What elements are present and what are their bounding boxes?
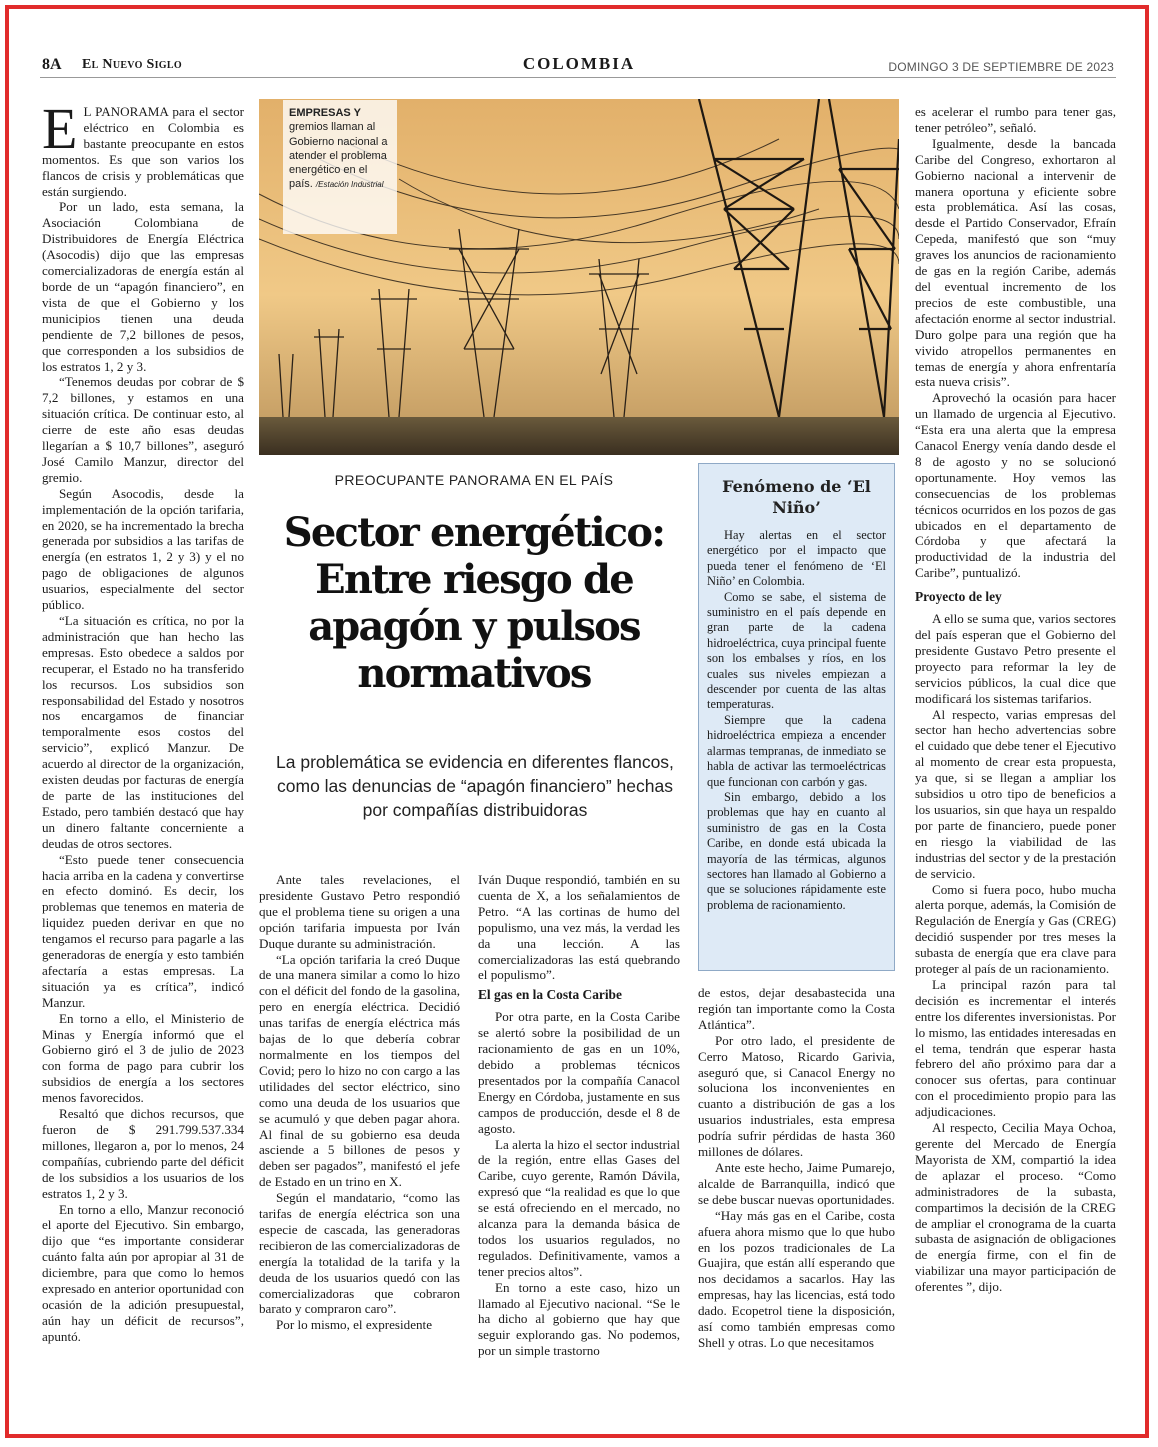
paragraph: Aprovechó la ocasión para hacer un llamado de urgencia al Ejecutivo. “Esta era una alerta que la empresa Canacol Energy venía dando desde el 8 de agosto y no se solucionó oportunamente. Hoy vemos las consecuencias de los problemas técnicos ocurridos en los pozos de gas ubicados en el departamento de Córdoba y que afectará la productividad de la industria del Caribe”, puntualizó. bbox=[915, 390, 1116, 581]
paragraph: Como si fuera poco, hubo mucha alerta porque, además, la Comisión de Regulación de Energía y Gas (CREG) decidió suspender por tres meses la subasta de energía que era clave para proteger al país de un racionamiento. bbox=[915, 881, 1116, 977]
paragraph: Igualmente, desde la bancada Caribe del Congreso, exhortaron al Gobierno nacional a intervenir de manera oportuna y eficiente sobre esta problemática. Así las cosas, desde el Partido Conservador, Efraín Cepeda, manifestó que son “muy graves los anuncios de racionamiento de gas en la región Caribe, además del eventual incremento de los precios de este combustible, una afectación enorme al sector industrial. Duro golpe para una región que ha vivido atropellos permanentes en temas de energía y ahora enfrentaría esta nueva crisis”. bbox=[915, 135, 1116, 390]
article-kicker: PREOCUPANTE PANORAMA EN EL PAÍS bbox=[334, 472, 614, 488]
paragraph: Al respecto, Cecilia Maya Ochoa, gerente del Mercado de Energía Mayorista de XM, compartió la idea de aplazar el proceso. “Como administradores de la subasta, compartimos la decisión de la CREG de ampliar el cronograma de la cuarta subasta de asignación de obligaciones de energía firme, con el fin de viabilizar una mayor participación de oferentes ”, dijo. bbox=[915, 1120, 1116, 1295]
paragraph: Iván Duque respondió, también en su cuenta de X, a los señalamientos de Petro. “A las cortinas de humo del populismo, una vez más, la verdad les da una lección. A las comercializadoras las está quebrando el populismo”. bbox=[478, 872, 680, 983]
section-title: COLOMBIA bbox=[522, 54, 636, 73]
article-column-4 bbox=[698, 985, 895, 1351]
paragraph: Resaltó que dichos recursos, que fueron de $ 291.799.537.334 millones, llegaron a, por lo menos, 24 compañías, cubriendo parte del déficit de los subsidios a los usuarios de los estratos 1, 2 y 3. bbox=[42, 1106, 244, 1201]
paragraph: Hay alertas en el sector energético por el impacto que pueda tener el fenómeno de ‘El Niño’ en Colombia. bbox=[707, 528, 886, 589]
paragraph: de estos, dejar desabastecida una región tan importante como la Costa Atlántica”. bbox=[698, 985, 895, 1032]
issue-date: DOMINGO 3 DE SEPTIEMBRE DE 2023 bbox=[888, 60, 1114, 74]
subhead-gas-costa-caribe: El gas en la Costa Caribe bbox=[478, 987, 622, 1003]
caption-bold: EMPRESAS Y bbox=[289, 107, 361, 119]
paragraph: Según Asocodis, desde la implementación de la opción tarifaria, en 2020, se ha incrementado la brecha generada por subsidios a las tarifas de energía (en estratos 1, 2 y 3) y el no pago de obligaciones de algunos usuarios, especialmente del sector público. bbox=[42, 485, 244, 613]
paragraph: Sin embargo, debido a los problemas que hay en cuanto al suministro de gas en la Costa Caribe, en donde está ubicada la mayoría de las térmicas, algunos sectores han llamado al Gobierno a que se soluciones rápidamente este problema de racionamiento. bbox=[707, 789, 886, 912]
column-5-part-a bbox=[915, 104, 1116, 581]
photo-caption bbox=[283, 100, 397, 234]
photo-credit: /Estación Industrial bbox=[315, 180, 384, 190]
newspaper-name: El Nuevo Siglo bbox=[82, 57, 182, 72]
paragraph: Según el mandatario, “como las tarifas de energía eléctrica son una especie de cascada, las generadoras recibieron de las comercializadoras de energía la totalidad de la tarifa y la deuda de los usuarios quedó con las comercializadoras que cobraron barato y compraron caro”. bbox=[259, 1190, 460, 1317]
column-3-part-b bbox=[478, 1009, 680, 1359]
paragraph: En torno a ello, Manzur reconoció el aporte del Ejecutivo. Sin embargo, dijo que “es importante considerar cuánto falta aún por apropiar al 31 de diciembre, para que como lo hemos expresado en anterior oportunidad con ocasión de la adición presupuestal, aún hay un déficit de recursos”, apuntó. bbox=[42, 1201, 244, 1344]
paragraph: La alerta la hizo el sector industrial de la región, entre ellas Gases del Caribe, cuyo gerente, Ramón Dávila, expresó que “la realidad es que lo que se está ofreciendo en el mercado, no alcanza para la demanda básica de todos los usuarios regulados, no regulados. Definitivamente, vamos a tener precios altos”. bbox=[478, 1136, 680, 1279]
paragraph: “La opción tarifaria la creó Duque de una manera similar a como lo hizo con el déficit del fondo de la gasolina, pero en energía eléctrica. Decidió unas tarifas de energía eléctrica más bajas de lo que debería cobrar normalmente en los tiempos del Covid; pero lo hizo no con cargo a las utilidades del sector eléctrico, sino como una deuda de los usuarios que se acumuló y que deben pagar ahora. Al final de su gobierno esa deuda asciende a 5 billones de pesos y deben ser pagados”, manifestó el jefe de Estado en un trino en X. bbox=[259, 951, 460, 1190]
paragraph: “Hay más gas en el Caribe, costa afuera ahora mismo que lo que hubo en los pozos tradicionales de La Guajira, que están allí esperando que nos decidamos a sacarlos. Hay las empresas, hay las licencias, está todo dado. Ecopetrol tiene la disposición, así como también empresas como Shell y otras. Lo que necesitamos bbox=[698, 1207, 895, 1350]
paragraph: Al respecto, varias empresas del sector han hecho advertencias sobre el cuidado que debe tener el Ejecutivo al momento de crear esta propuesta, ya que, si se llegan a ampliar los subsidios u otro tipo de beneficios a los usuarios, sin que haya un respaldo por parte de financiero, puede poner en riesgo la viabilidad de las industrias del sector y de la prestación de servicio. bbox=[915, 706, 1116, 881]
paragraph: Como se sabe, el sistema de suministro en el país depende en gran parte de la cadena hidroeléctrica, cuya principal fuente son los embalses y ríos, en los cuales sus niveles empiezan a descender por cuenta de las altas temperaturas. bbox=[707, 589, 886, 712]
drop-cap: E bbox=[42, 96, 78, 161]
paragraph: es acelerar el rumbo para tener gas, tener petróleo”, señaló. bbox=[915, 104, 1116, 135]
paragraph: L PANORAMA para el sector eléctrico en Colombia es bastante preocupante en estos momentos. Es que son varios los flancos de crisis y problemáticas que están surgiendo. bbox=[42, 104, 244, 199]
paragraph: En torno a este caso, hizo un llamado al Ejecutivo nacional. “Se le ha dicho al gobierno que hay que seguir explorando gas. No podemos, por un simple trastorno bbox=[478, 1279, 680, 1359]
paragraph: Ante este hecho, Jaime Pumarejo, alcalde de Barranquilla, indicó que se debe buscar nuevas oportunidades. bbox=[698, 1159, 895, 1207]
paragraph: Por otro lado, el presidente de Cerro Matoso, Ricardo Garivia, aseguró que, si Canacol Energy no soluciona los inconvenientes en cuanto a distribución de gas a los usuarios industriales, esta empresa podría sufrir pérdidas de hasta 360 millones de dólares. bbox=[698, 1032, 895, 1160]
column-5-part-b bbox=[915, 611, 1116, 1295]
paragraph: “La situación es crítica, no por la administración que han hecho las empresas. Esto obedece a saldos por recuperar, el Estado no ha transferido los recursos. Los subsidios son responsabilidad del Estado y nosotros nos encargamos de financiar temporalmente esos costos del servicio”, explicó Manzur. De acuerdo al director de la organización, existen deudas por facturas de energía de parte de las instituciones del Estado, pero también destacó que hay un dinero faltante concerniente a deudas de otros sectores. bbox=[42, 613, 244, 851]
paragraph: Ante tales revelaciones, el presidente Gustavo Petro respondió que el problema tiene su origen a una opción tarifaria impuesta por Iván Duque durante su administración. bbox=[259, 872, 460, 951]
paragraph: Siempre que la cadena hidroeléctrica empieza a encender alarmas tempranas, de inmediato se habla de activar las termoeléctricas que funcionan con carbón y gas. bbox=[707, 712, 886, 789]
article-headline: Sector energético: Entre riesgo de apagón y pulsos normativos bbox=[283, 509, 665, 697]
article-dek: La problemática se evidencia en diferentes flancos, como las denuncias de “apagón financiero” hechas por compañías distribuidoras bbox=[276, 752, 674, 820]
paragraph: Por otra parte, en la Costa Caribe se alertó sobre la posibilidad de un racionamiento de gas en un 10%, debido a problemas técnicos presentados por la compañía Canacol Energy en Córdoba, justamente en sus campos de producción, desde el 8 de agosto. bbox=[478, 1009, 680, 1136]
sidebar-title: Fenómeno de ‘El Niño’ bbox=[722, 477, 871, 517]
paragraph: La principal razón para tal decisión es incrementar el interés entre los diferentes inversionistas. Por lo mismo, las entidades interesadas en el tema, tendrán que esperar hasta febrero del año próximo para dar a conocer sus ofertas, para continuar con el procedimiento propio para las adjudicaciones. bbox=[915, 976, 1116, 1120]
header-rule bbox=[40, 77, 1116, 78]
paragraph: Por lo mismo, el expresidente bbox=[276, 1317, 433, 1333]
paragraph: Por un lado, esta semana, la Asociación Colombiana de Distribuidores de Energía Eléctrica (Asocodis) dijo que las empresas comercializadoras de energía están al borde de un “apagón financiero”, en vista de que el Gobierno y los municipios tienen una deuda pendiente de 7,2 billones de pesos, que corresponden a los subsidios de los estratos 1, 2 y 3. bbox=[42, 199, 244, 374]
paragraph: En torno a ello, el Ministerio de Minas y Energía informó que el Gobierno giró el 3 de julio de 2023 con forma de pago para cubrir los subsidios de energía a los sectores menos favorecidos. bbox=[42, 1010, 244, 1106]
article-column-5 bbox=[915, 104, 1116, 1295]
paragraph: “Esto puede tener consecuencia hacia arriba en la cadena y convertirse en efecto dominó. Es decir, los problemas que tenemos en materia de liquidez pueden derivar en que no tengamos el recurso para pagarle a las generadoras de energía y esto también afectaría a estas empresas. La situación ya es crítica”, indicó Manzur. bbox=[42, 851, 244, 1010]
caption-text: gremios llaman al Gobierno nacional a atender el problema energético en el país. bbox=[289, 121, 388, 191]
article-column-1 bbox=[42, 96, 244, 1345]
sidebar-el-nino bbox=[698, 463, 895, 971]
paragraph: A ello se suma que, varios sectores del país esperan que el Gobierno del presidente Gustavo Petro presente el proyecto para reformar la ley de servicios públicos, la cual dice que modificará los sistemas tarifarios. bbox=[915, 611, 1116, 706]
article-column-3 bbox=[478, 872, 680, 1359]
page-number: 8A bbox=[42, 56, 62, 73]
article-column-2 bbox=[259, 872, 460, 1333]
subhead-proyecto-de-ley: Proyecto de ley bbox=[915, 589, 1002, 605]
paragraph: “Tenemos deudas por cobrar de $ 7,2 billones, y estamos en una situación crítica. De continuar esto, al cierre de este año esas deudas llegarían a $ 10,7 billones”, aseguró José Camilo Manzur, director del gremio. bbox=[42, 374, 244, 485]
column-3-part-a bbox=[478, 872, 680, 983]
sidebar-body bbox=[707, 528, 886, 913]
